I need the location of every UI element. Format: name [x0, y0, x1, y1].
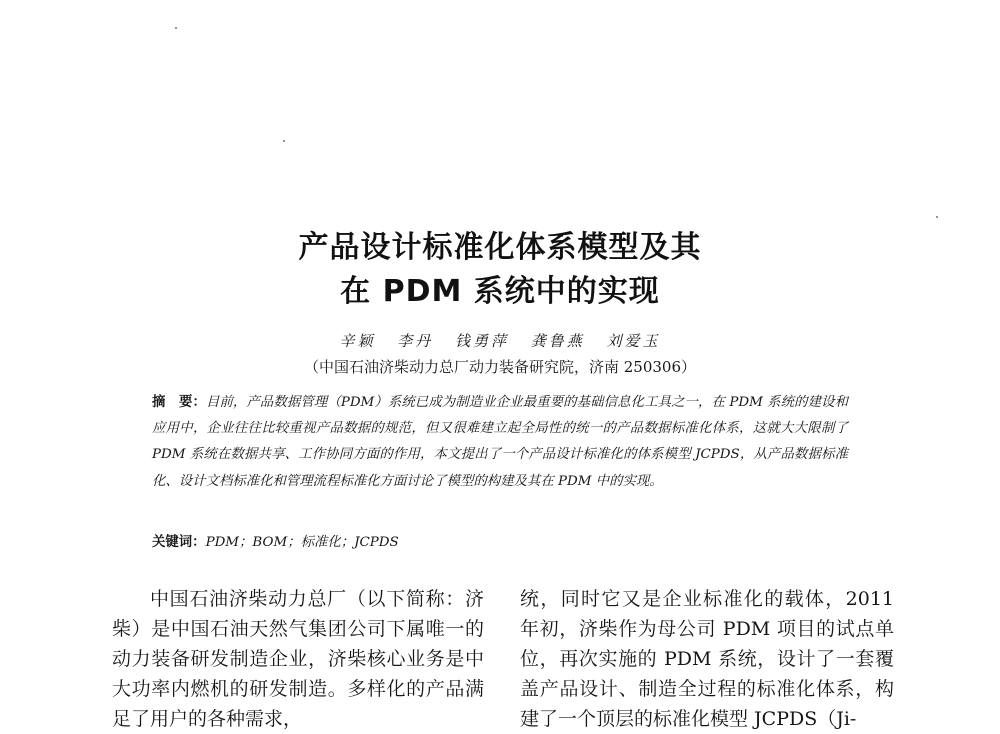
keywords-label: 关键词：	[152, 534, 206, 550]
keywords-text: PDM；BOM；标准化；JCPDS	[205, 535, 399, 550]
body-column-left: 中国石油济柴动力总厂（以下简称：济柴）是中国石油天然气集团公司下属唯一的动力装备研发制造企业，济柴核心业务是中大功率内燃机的研发制造。多样化的产品满足了用户的各种需求，	[112, 588, 484, 730]
abstract-text: 目前，产品数据管理（PDM）系统已成为制造业企业最重要的基础信息化工具之一，在 PDM 系统的建设和应用中，企业往往比较重视产品数据的规范，但又很难建立起全局性的统一的产品数据标准化体系，这就大大限制了 PDM 系统在数据共享、工作协同方面的作用，本文提出了一个产品设计标准化的体系模型 JCPDS，从产品数据标准化、设计文档标准化和管理流程标准化方面讨论了模型的构建及其在 PDM 中的实现。	[152, 395, 848, 489]
author-list: 辛颖 李丹 钱勇萍 龚鲁燕 刘爱玉	[339, 332, 661, 350]
author-affiliation: （中国石油济柴动力总厂动力装备研究院，济南 250306）	[303, 358, 697, 376]
abstract	[152, 389, 848, 495]
paper-title-line-2: 在 PDM 系统中的实现	[340, 274, 660, 309]
body-column-right: 统，同时它又是企业标准化的载体，2011 年初，济柴作为母公司 PDM 项目的试点单位，再次实施的 PDM 系统，设计了一套覆盖产品设计、制造全过程的标准化体系，构建了一个顶层的标准化模型 JCPDS（Ji-	[520, 588, 894, 730]
scan-speck	[936, 216, 938, 218]
keywords	[152, 531, 848, 550]
abstract-label: 摘 要：	[152, 394, 206, 410]
scan-speck	[175, 27, 177, 29]
paper-title-line-1: 产品设计标准化体系模型及其	[298, 230, 702, 265]
scan-speck	[283, 140, 285, 142]
